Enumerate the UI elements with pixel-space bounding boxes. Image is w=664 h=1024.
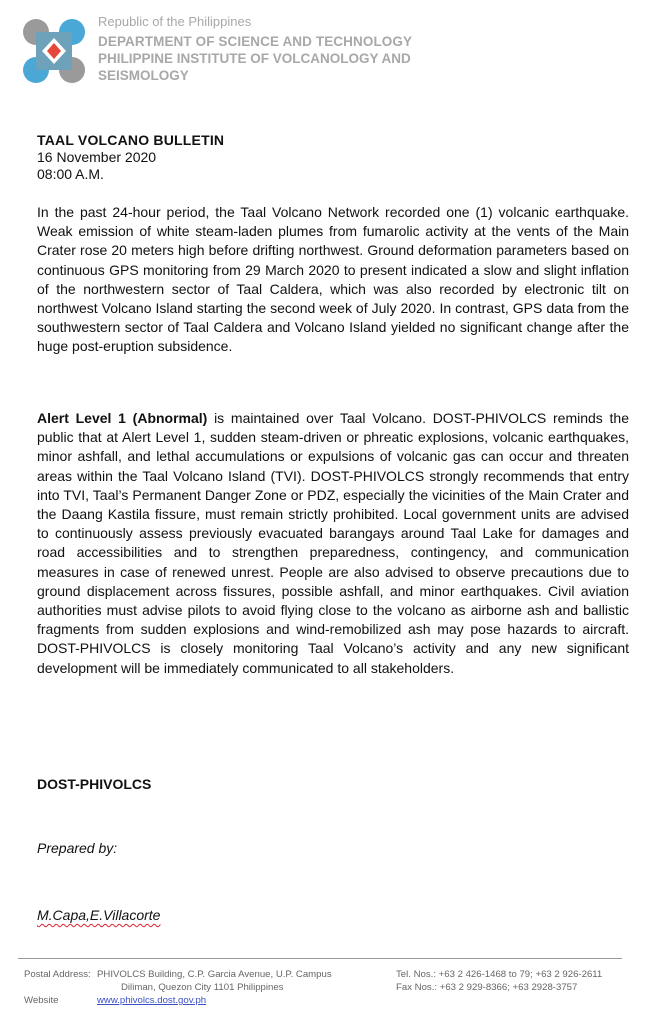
prepared-by-names: M.Capa,E.Villacorte [37, 907, 161, 923]
bulletin-title: TAAL VOLCANO BULLETIN [37, 132, 225, 148]
department-name: DEPARTMENT OF SCIENCE AND TECHNOLOGY [98, 34, 413, 49]
website-link[interactable]: www.phivolcs.dost.gov.ph [97, 995, 207, 1006]
alert-text: is maintained over Taal Volcano. DOST-PHIVOLCS reminds the public that at Alert Level 1, sudden steam-driven or phreatic explosions, volcanic earthquakes, minor ashfall, and lethal accumulations or expulsions of volcanic gas can occur and threaten areas within the Taal Volcano Island (TVI). DOST-PHIVOLCS strongly recommends that entry into TVI, Taal’s Permanent Danger Zone or PDZ, especially the vicinities of the Main Crater and the Daang Kastila fissure, must remain strictly prohibited. Local government units are advised to continuously assess previously evacuated barangays around Taal Lake for damages and road accessibilities and to strengthen preparedness, contingency, and communication measures in case of renewed unrest. People are also advised to observe precautions due to ground displacement across fissures, possible ashfall, and minor earthquakes. Civil aviation authorities must advise pilots to avoid flying close to the volcano as airborne ash and ballistic fragments from sudden explosions and wind-remobilized ash may pose hazards to aircraft. DOST-PHIVOLCS is closely monitoring Taal Volcano’s activity and any new significant development will be immediately communicated to all stakeholders. [37, 410, 629, 676]
alert-level-label: Alert Level 1 (Abnormal) [37, 410, 208, 426]
prepared-by-label: Prepared by: [37, 840, 118, 856]
footer-divider [18, 958, 622, 959]
footer-contact [396, 968, 602, 994]
republic-label: Republic of the Philippines [98, 14, 252, 29]
fax-numbers: Fax Nos.: +63 2 929-8366; +63 2928-3757 [396, 982, 578, 993]
address-line-2: Diliman, Quezon City 1101 Philippines [121, 982, 284, 993]
dost-logo [22, 18, 86, 84]
institute-name: PHILIPPINE INSTITUTE OF VOLCANOLOGY AND SEISMOLOGY [98, 51, 411, 83]
letterhead [18, 14, 648, 94]
letterhead-text [98, 14, 638, 84]
bulletin-time: 08:00 A.M. [37, 166, 104, 182]
signature: DOST-PHIVOLCS [37, 776, 152, 792]
bulletin-heading [37, 132, 224, 183]
tel-numbers: Tel. Nos.: +63 2 426-1468 to 79; +63 2 926-2611 [396, 969, 603, 980]
paragraph-activity: In the past 24-hour period, the Taal Volcano Network recorded one (1) volcanic earthquake. Weak emission of white steam-laden plumes from fumarolic activity at the vents of the Main Crater rose 20 meters high before drifting northwest. Ground deformation parameters based on continuous GPS monitoring from 29 March 2020 to present indicated a slow and slight inflation of the northwestern sector of Taal Caldera, which was also recorded by electronic tilt on northwest Volcano Island starting the second week of July 2020. In contrast, GPS data from the southwestern sector of Taal Caldera and Volcano Island yielded no significant change after the huge post-eruption subsidence. [37, 204, 629, 355]
footer-address [97, 968, 332, 1007]
footer-labels [24, 968, 91, 1007]
bulletin-date: 16 November 2020 [37, 149, 157, 165]
address-line-1: PHIVOLCS Building, C.P. Garcia Avenue, U.P. Campus [97, 969, 332, 980]
website-label: Website [24, 995, 59, 1006]
postal-label: Postal Address: [24, 969, 91, 980]
paragraph-alert [37, 409, 629, 678]
